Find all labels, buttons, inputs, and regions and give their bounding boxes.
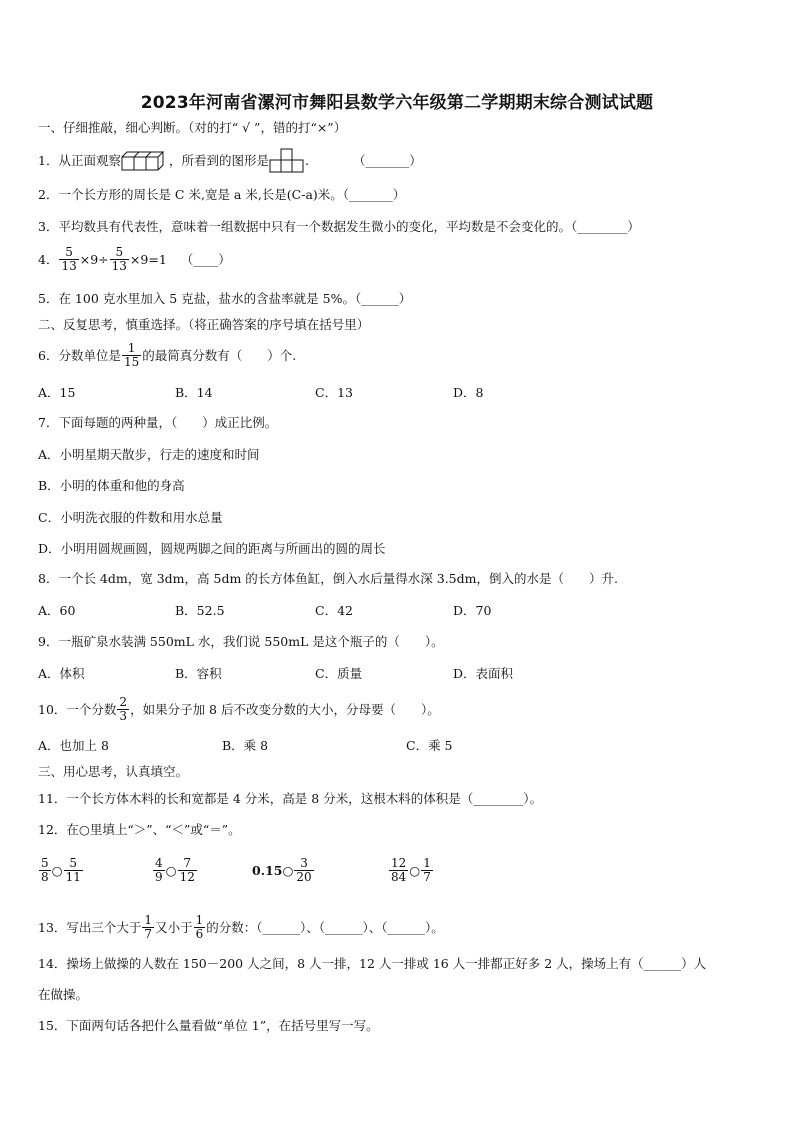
question-4: [38, 246, 231, 273]
section-2-heading: 二、反复思考，慎重选择。（将正确答案的序号填在括号里）: [38, 317, 370, 332]
denominator: 7: [144, 927, 153, 941]
q10-number: 10．: [38, 701, 67, 717]
denominator: 11: [65, 870, 81, 884]
q12-item1-fraction-b: [64, 857, 83, 884]
section-1-heading: 一、仔细推敲，细心判断。（对的打“ √ ”，错的打“×”）: [38, 120, 347, 135]
question-2: 2．一个长方形的周长是 C 米,宽是 a 米,长是(C-a)米。（_______）: [38, 187, 406, 202]
question-12: 12．在○里填上“＞”、“＜”或“＝”。: [38, 822, 241, 837]
question-11: 11．一个长方体木料的长和宽都是 4 分米，高是 8 分米，这根木料的体积是（________）。: [38, 791, 542, 806]
q4-f1-denominator: 13: [61, 259, 77, 273]
q12-item4-fraction-b: [421, 857, 433, 884]
numerator: 1: [144, 913, 153, 927]
q7-option-b[interactable]: B．小明的体重和他的身高: [38, 478, 185, 493]
q12-item-4: [388, 857, 434, 884]
q1-number: 1．: [38, 153, 59, 168]
q10-text-pre: 一个分数: [66, 701, 117, 717]
numerator: 1: [195, 913, 204, 927]
q10-text-post: ，如果分子加 8 后不改变分数的大小，分母要（ ）。: [130, 701, 440, 717]
q10-option-b[interactable]: B．乘 8: [222, 738, 269, 753]
page-title: 2023年河南省漯河市舞阳县数学六年级第二学期期末综合测试试题: [140, 93, 654, 113]
numerator: 12: [391, 856, 407, 870]
q6-fraction: [122, 342, 141, 369]
q1-text-mid: ，所看到的图形是: [168, 153, 269, 168]
q4-fraction-2: [110, 246, 129, 273]
numerator: 3: [300, 856, 308, 870]
q13-text-pre: 写出三个大于: [66, 919, 142, 935]
q12-item-3: [252, 857, 315, 884]
q4-f1-numerator: 5: [65, 245, 73, 259]
q6-text-post: 的最简真分数有（ ）个.: [142, 347, 297, 363]
compare-circle[interactable]: ○: [51, 863, 63, 878]
numerator: 5: [41, 856, 49, 870]
question-15: 15．下面两句话各把什么量看做“单位 1”，在括号里写一写。: [38, 1018, 379, 1033]
numerator: 1: [423, 856, 431, 870]
q12-item-1: [38, 857, 84, 884]
q7-option-d[interactable]: D．小明用圆规画圆，圆规两脚之间的距离与所画出的圆的周长: [38, 541, 386, 556]
q1-text-pre: 从正面观察: [58, 153, 121, 168]
q12-item3-decimal: 0.15: [252, 863, 283, 878]
q8-option-b[interactable]: B．52.5: [175, 603, 225, 618]
q9-option-d[interactable]: D．表面积: [453, 666, 514, 681]
question-14-line-2: 在做操。: [38, 987, 89, 1002]
q4-answer-blank[interactable]: （____）: [180, 251, 231, 267]
q12-item-2: [152, 857, 198, 884]
q6-option-c[interactable]: C．13: [315, 385, 353, 400]
q6-text-pre: 分数单位是: [58, 347, 121, 363]
q7-option-a[interactable]: A．小明星期天散步，行走的速度和时间: [38, 447, 260, 462]
question-1: [38, 148, 422, 174]
compare-circle[interactable]: ○: [409, 863, 421, 878]
q4-operator-2: ×9=1: [129, 251, 167, 267]
q12-item2-fraction-b: [178, 857, 197, 884]
question-5: 5．在 100 克水里加入 5 克盐，盐水的含盐率就是 5%。（______）: [38, 291, 412, 306]
q4-number: 4．: [38, 251, 59, 267]
question-8: 8．一个长 4dm，宽 3dm，高 5dm 的长方体鱼缸，倒入水后量得水深 3.5dm，倒入的水是（ ）升.: [38, 571, 618, 586]
numerator: 5: [69, 856, 78, 870]
q6-option-a[interactable]: A．15: [38, 385, 76, 400]
q6-option-b[interactable]: B．14: [175, 385, 213, 400]
q8-option-d[interactable]: D．70: [453, 603, 492, 618]
compare-circle[interactable]: ○: [282, 863, 294, 878]
q6-denominator: 15: [123, 355, 140, 369]
q1-answer-blank[interactable]: （_______）: [352, 153, 422, 168]
q10-option-a[interactable]: A．也加上 8: [38, 738, 109, 753]
cubes-3d-figure: [121, 150, 169, 172]
denominator: 12: [179, 870, 195, 884]
section-3-heading: 三、用心思考，认真填空。: [38, 764, 189, 779]
q6-number: 6．: [38, 347, 59, 363]
q10-option-c[interactable]: C．乘 5: [406, 738, 453, 753]
q1-text-post: .: [304, 153, 309, 168]
q7-option-c[interactable]: C．小明洗衣服的件数和用水总量: [38, 510, 223, 525]
denominator: 7: [423, 870, 431, 884]
denominator: 84: [391, 870, 407, 884]
q10-fraction: [117, 696, 129, 723]
question-13: [38, 914, 444, 941]
q9-option-a[interactable]: A．体积: [38, 666, 85, 681]
q8-option-c[interactable]: C．42: [315, 603, 353, 618]
q13-fraction-2: [194, 914, 206, 941]
q12-item1-fraction-a: [39, 857, 51, 884]
q6-numerator: 1: [127, 341, 136, 355]
q13-number: 13．: [38, 919, 67, 935]
denominator: 20: [296, 870, 312, 884]
q8-option-a[interactable]: A．60: [38, 603, 76, 618]
denominator: 9: [155, 870, 163, 884]
denominator: 6: [195, 927, 204, 941]
numerator: 4: [155, 856, 163, 870]
q12-item4-fraction-a: [389, 857, 408, 884]
denominator: 8: [41, 870, 49, 884]
q6-option-d[interactable]: D．8: [453, 385, 484, 400]
q10-denominator: 3: [119, 709, 128, 723]
question-7: 7．下面每题的两种量，（ ）成正比例。: [38, 415, 278, 430]
q4-f2-denominator: 13: [111, 259, 127, 273]
question-9: 9．一瓶矿泉水装满 550mL 水，我们说 550mL 是这个瓶子的（ ）。: [38, 634, 444, 649]
q13-fraction-1: [142, 914, 154, 941]
q4-fraction-1: [59, 246, 78, 273]
q10-numerator: 2: [119, 695, 128, 709]
question-10: [38, 696, 440, 723]
q12-item3-fraction-b: [294, 857, 313, 884]
front-view-figure: [269, 148, 305, 174]
q4-operator-1: ×9÷: [79, 251, 109, 267]
q9-option-b[interactable]: B．容积: [175, 666, 222, 681]
numerator: 7: [183, 856, 192, 870]
question-14-line-1: 14．操场上做操的人数在 150－200 人之间，8 人一排，12 人一排或 16 人一排都正好多 2 人，操场上有（______）人: [38, 956, 707, 971]
compare-circle[interactable]: ○: [165, 863, 177, 878]
q13-text-mid: 又小于: [155, 919, 193, 935]
q9-option-c[interactable]: C．质量: [315, 666, 363, 681]
question-3: 3．平均数具有代表性，意味着一组数据中只有一个数据发生微小的变化，平均数是不会变化的。（________）: [38, 219, 640, 234]
q4-f2-numerator: 5: [115, 245, 124, 259]
q12-item2-fraction-a: [153, 857, 165, 884]
q13-text-post[interactable]: 的分数：（______）、（______）、（______）。: [206, 919, 444, 935]
question-6: [38, 342, 296, 369]
